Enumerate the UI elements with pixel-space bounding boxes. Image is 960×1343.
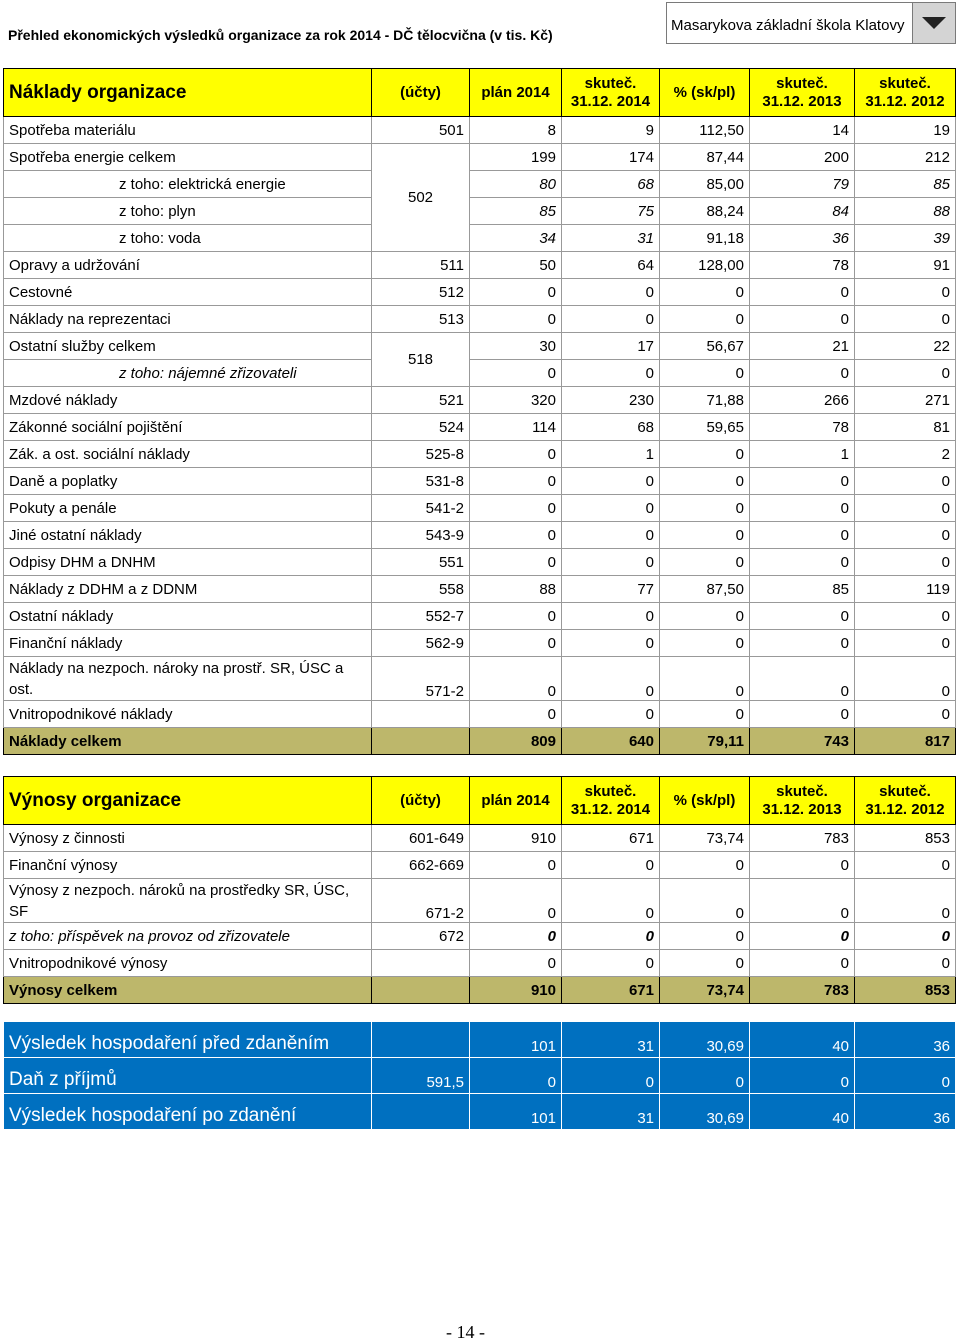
value-cell: 0 [470, 923, 562, 950]
value-cell: 0 [855, 468, 956, 495]
value-cell: 0 [660, 1058, 750, 1094]
value-cell: 199 [470, 144, 562, 171]
value-cell: 0 [470, 495, 562, 522]
row-label: z toho: voda [4, 225, 372, 252]
row-label: Ostatní služby celkem [4, 333, 372, 360]
value-cell: 0 [470, 549, 562, 576]
table-row [4, 252, 956, 279]
value-cell: 112,50 [660, 117, 750, 144]
row-label: Výnosy z nezpoch. nároků na prostředky SR, ÚSC, SF [4, 879, 372, 923]
row-label: Daně a poplatky [4, 468, 372, 495]
header-plan: plán 2014 [470, 69, 562, 117]
value-cell: 114 [470, 414, 562, 441]
row-label: z toho: nájemné zřizovateli [4, 360, 372, 387]
value-cell: 0 [750, 1058, 855, 1094]
value-cell: 0 [562, 306, 660, 333]
organization-select-value: Masarykova základní škola Klatovy [671, 17, 905, 34]
value-cell: 0 [750, 630, 855, 657]
value-cell: 0 [855, 879, 956, 923]
table-row [4, 360, 956, 387]
value-cell: 128,00 [660, 252, 750, 279]
account-cell: 518 [372, 333, 470, 387]
value-cell: 0 [660, 441, 750, 468]
table-row [4, 923, 956, 950]
account-cell: 601-649 [372, 825, 470, 852]
account-cell: 512 [372, 279, 470, 306]
value-cell: 68 [562, 171, 660, 198]
total-cell: 743 [750, 728, 855, 755]
value-cell: 0 [750, 522, 855, 549]
total-cell: 79,11 [660, 728, 750, 755]
value-cell: 0 [855, 701, 956, 728]
organization-select[interactable] [666, 2, 956, 44]
value-cell: 0 [855, 630, 956, 657]
account-cell: 541-2 [372, 495, 470, 522]
account-cell: 502 [372, 144, 470, 252]
value-cell: 0 [750, 495, 855, 522]
value-cell: 0 [660, 701, 750, 728]
value-cell: 73,74 [660, 825, 750, 852]
value-cell: 1 [750, 441, 855, 468]
value-cell: 853 [855, 825, 956, 852]
value-cell: 85 [855, 171, 956, 198]
value-cell: 14 [750, 117, 855, 144]
value-cell: 101 [470, 1094, 562, 1130]
value-cell: 0 [562, 522, 660, 549]
total-cell: 809 [470, 728, 562, 755]
value-cell: 0 [562, 603, 660, 630]
header-accounts: (účty) [372, 69, 470, 117]
value-cell: 17 [562, 333, 660, 360]
value-cell: 88 [470, 576, 562, 603]
value-cell: 0 [855, 950, 956, 977]
header-actual-2012: skuteč. 31.12. 2012 [855, 777, 956, 825]
value-cell: 174 [562, 144, 660, 171]
revenues-title: Výnosy organizace [4, 777, 372, 825]
row-label: Finanční náklady [4, 630, 372, 657]
row-label: Vnitropodnikové výnosy [4, 950, 372, 977]
row-label: Mzdové náklady [4, 387, 372, 414]
value-cell: 59,65 [660, 414, 750, 441]
row-label: Opravy a udržování [4, 252, 372, 279]
value-cell: 39 [855, 225, 956, 252]
value-cell: 0 [470, 360, 562, 387]
table-row [4, 414, 956, 441]
result-row [4, 1058, 956, 1094]
value-cell: 0 [750, 549, 855, 576]
table-row [4, 603, 956, 630]
account-cell [372, 1094, 470, 1130]
table-row [4, 387, 956, 414]
account-cell: 552-7 [372, 603, 470, 630]
value-cell: 0 [470, 657, 562, 701]
value-cell: 64 [562, 252, 660, 279]
row-label: Náklady z DDHM a z DDNM [4, 576, 372, 603]
value-cell: 271 [855, 387, 956, 414]
result-label: Výsledek hospodaření po zdanění [4, 1094, 372, 1130]
account-cell: 543-9 [372, 522, 470, 549]
value-cell: 101 [470, 1022, 562, 1058]
value-cell: 0 [855, 522, 956, 549]
value-cell: 0 [660, 852, 750, 879]
value-cell: 200 [750, 144, 855, 171]
value-cell: 40 [750, 1094, 855, 1130]
table-row [4, 333, 956, 360]
costs-title: Náklady organizace [4, 69, 372, 117]
value-cell: 0 [855, 923, 956, 950]
total-cell: 671 [562, 977, 660, 1004]
account-cell: 551 [372, 549, 470, 576]
value-cell: 0 [470, 279, 562, 306]
value-cell: 0 [660, 522, 750, 549]
total-cell: 817 [855, 728, 956, 755]
value-cell: 87,50 [660, 576, 750, 603]
results-table [3, 1021, 956, 1130]
row-label: Odpisy DHM a DNHM [4, 549, 372, 576]
result-row [4, 1094, 956, 1130]
value-cell: 8 [470, 117, 562, 144]
value-cell: 79 [750, 171, 855, 198]
value-cell: 0 [562, 630, 660, 657]
row-label: Výnosy z činnosti [4, 825, 372, 852]
header-actual-2014: skuteč. 31.12. 2014 [562, 69, 660, 117]
value-cell: 0 [750, 603, 855, 630]
value-cell: 0 [562, 923, 660, 950]
table-row [4, 576, 956, 603]
row-label: Ostatní náklady [4, 603, 372, 630]
header-percent: % (sk/pl) [660, 777, 750, 825]
chevron-down-icon [922, 17, 946, 29]
header-accounts: (účty) [372, 777, 470, 825]
value-cell: 0 [562, 1058, 660, 1094]
revenues-total-label: Výnosy celkem [4, 977, 372, 1004]
value-cell: 0 [855, 1058, 956, 1094]
value-cell: 0 [660, 603, 750, 630]
value-cell: 0 [660, 279, 750, 306]
total-cell: 783 [750, 977, 855, 1004]
value-cell: 0 [660, 657, 750, 701]
value-cell: 0 [855, 495, 956, 522]
table-row [4, 657, 956, 701]
row-label: z toho: plyn [4, 198, 372, 225]
value-cell: 910 [470, 825, 562, 852]
table-row [4, 306, 956, 333]
row-label: Zák. a ost. sociální náklady [4, 441, 372, 468]
table-row [4, 279, 956, 306]
account-cell: 591,5 [372, 1058, 470, 1094]
account-cell: 511 [372, 252, 470, 279]
header-percent: % (sk/pl) [660, 69, 750, 117]
value-cell: 9 [562, 117, 660, 144]
value-cell: 0 [750, 279, 855, 306]
page-title: Přehled ekonomických výsledků organizace za rok 2014 - DČ tělocvična (v tis. Kč) [8, 27, 553, 43]
value-cell: 0 [562, 468, 660, 495]
row-label: Zákonné sociální pojištění [4, 414, 372, 441]
account-cell: 501 [372, 117, 470, 144]
row-label: Vnitropodnikové náklady [4, 701, 372, 728]
table-row [4, 198, 956, 225]
account-cell: 562-9 [372, 630, 470, 657]
row-label: Náklady na nezpoch. nároky na prostř. SR, ÚSC a ost. [4, 657, 372, 701]
row-label: Spotřeba energie celkem [4, 144, 372, 171]
value-cell: 0 [855, 603, 956, 630]
value-cell: 0 [660, 950, 750, 977]
value-cell: 0 [660, 549, 750, 576]
value-cell: 31 [562, 1094, 660, 1130]
value-cell: 77 [562, 576, 660, 603]
value-cell: 21 [750, 333, 855, 360]
header-actual-2014: skuteč. 31.12. 2014 [562, 777, 660, 825]
value-cell: 80 [470, 171, 562, 198]
value-cell: 0 [470, 701, 562, 728]
value-cell: 0 [750, 701, 855, 728]
row-label: Náklady na reprezentaci [4, 306, 372, 333]
result-row [4, 1022, 956, 1058]
value-cell: 85,00 [660, 171, 750, 198]
value-cell: 0 [470, 950, 562, 977]
value-cell: 0 [470, 603, 562, 630]
value-cell: 0 [750, 306, 855, 333]
value-cell: 0 [660, 468, 750, 495]
value-cell: 56,67 [660, 333, 750, 360]
account-cell: 524 [372, 414, 470, 441]
account-cell [372, 701, 470, 728]
value-cell: 0 [470, 630, 562, 657]
account-cell: 662-669 [372, 852, 470, 879]
account-cell: 525-8 [372, 441, 470, 468]
value-cell: 0 [562, 279, 660, 306]
table-row [4, 549, 956, 576]
account-cell [372, 950, 470, 977]
value-cell: 230 [562, 387, 660, 414]
value-cell: 0 [470, 468, 562, 495]
row-label: Finanční výnosy [4, 852, 372, 879]
value-cell: 34 [470, 225, 562, 252]
account-cell: 571-2 [372, 657, 470, 701]
account-cell: 513 [372, 306, 470, 333]
table-row [4, 879, 956, 923]
value-cell: 30,69 [660, 1094, 750, 1130]
value-cell: 88,24 [660, 198, 750, 225]
value-cell: 31 [562, 1022, 660, 1058]
table-row [4, 468, 956, 495]
value-cell: 320 [470, 387, 562, 414]
row-label: z toho: elektrická energie [4, 171, 372, 198]
total-cell: 910 [470, 977, 562, 1004]
value-cell: 119 [855, 576, 956, 603]
dropdown-button[interactable] [912, 3, 955, 43]
value-cell: 0 [470, 852, 562, 879]
table-row [4, 495, 956, 522]
value-cell: 78 [750, 252, 855, 279]
value-cell: 30,69 [660, 1022, 750, 1058]
value-cell: 91 [855, 252, 956, 279]
value-cell: 75 [562, 198, 660, 225]
table-row [4, 144, 956, 171]
value-cell: 0 [855, 279, 956, 306]
account-cell: 672 [372, 923, 470, 950]
value-cell: 0 [750, 360, 855, 387]
value-cell: 91,18 [660, 225, 750, 252]
account-cell: 521 [372, 387, 470, 414]
value-cell: 0 [855, 549, 956, 576]
account-cell: 671-2 [372, 879, 470, 923]
table-row [4, 950, 956, 977]
value-cell: 36 [750, 225, 855, 252]
value-cell: 22 [855, 333, 956, 360]
value-cell: 0 [750, 657, 855, 701]
table-row [4, 630, 956, 657]
total-cell: 640 [562, 728, 660, 755]
value-cell: 87,44 [660, 144, 750, 171]
table-row [4, 701, 956, 728]
value-cell: 0 [562, 360, 660, 387]
value-cell: 0 [855, 360, 956, 387]
value-cell: 0 [562, 549, 660, 576]
page-number: - 14 - [446, 1322, 485, 1342]
value-cell: 0 [470, 1058, 562, 1094]
value-cell: 0 [660, 495, 750, 522]
table-row [4, 225, 956, 252]
header-actual-2012: skuteč. 31.12. 2012 [855, 69, 956, 117]
value-cell: 0 [750, 950, 855, 977]
costs-table [3, 68, 956, 755]
account-cell [372, 1022, 470, 1058]
value-cell: 0 [562, 950, 660, 977]
value-cell: 68 [562, 414, 660, 441]
value-cell: 85 [470, 198, 562, 225]
value-cell: 19 [855, 117, 956, 144]
revenues-table [3, 776, 956, 1004]
value-cell: 2 [855, 441, 956, 468]
result-label: Výsledek hospodaření před zdaněním [4, 1022, 372, 1058]
account-cell: 558 [372, 576, 470, 603]
value-cell: 0 [855, 852, 956, 879]
value-cell: 0 [750, 879, 855, 923]
value-cell: 50 [470, 252, 562, 279]
value-cell: 71,88 [660, 387, 750, 414]
value-cell: 0 [470, 306, 562, 333]
value-cell: 0 [562, 879, 660, 923]
value-cell: 0 [855, 657, 956, 701]
value-cell: 671 [562, 825, 660, 852]
value-cell: 88 [855, 198, 956, 225]
table-row [4, 522, 956, 549]
account-cell: 531-8 [372, 468, 470, 495]
value-cell: 0 [562, 701, 660, 728]
header-plan: plán 2014 [470, 777, 562, 825]
value-cell: 0 [660, 630, 750, 657]
value-cell: 0 [562, 495, 660, 522]
value-cell: 0 [855, 306, 956, 333]
header-actual-2013: skuteč. 31.12. 2013 [750, 777, 855, 825]
value-cell: 0 [470, 522, 562, 549]
value-cell: 0 [750, 852, 855, 879]
value-cell: 783 [750, 825, 855, 852]
value-cell: 0 [562, 657, 660, 701]
total-cell: 853 [855, 977, 956, 1004]
result-label: Daň z příjmů [4, 1058, 372, 1094]
value-cell: 0 [660, 923, 750, 950]
value-cell: 0 [470, 441, 562, 468]
value-cell: 1 [562, 441, 660, 468]
table-row [4, 441, 956, 468]
row-label: Pokuty a penále [4, 495, 372, 522]
value-cell: 0 [750, 468, 855, 495]
table-row [4, 852, 956, 879]
value-cell: 31 [562, 225, 660, 252]
costs-total-label: Náklady celkem [4, 728, 372, 755]
value-cell: 266 [750, 387, 855, 414]
header-actual-2013: skuteč. 31.12. 2013 [750, 69, 855, 117]
value-cell: 0 [470, 879, 562, 923]
value-cell: 212 [855, 144, 956, 171]
value-cell: 36 [855, 1022, 956, 1058]
value-cell: 36 [855, 1094, 956, 1130]
value-cell: 0 [660, 360, 750, 387]
value-cell: 30 [470, 333, 562, 360]
row-label: Jiné ostatní náklady [4, 522, 372, 549]
value-cell: 0 [660, 306, 750, 333]
value-cell: 0 [562, 852, 660, 879]
value-cell: 84 [750, 198, 855, 225]
value-cell: 81 [855, 414, 956, 441]
total-cell: 73,74 [660, 977, 750, 1004]
table-row [4, 117, 956, 144]
table-row [4, 825, 956, 852]
value-cell: 78 [750, 414, 855, 441]
row-label: z toho: příspěvek na provoz od zřizovatele [4, 923, 372, 950]
value-cell: 85 [750, 576, 855, 603]
value-cell: 0 [750, 923, 855, 950]
row-label: Cestovné [4, 279, 372, 306]
row-label: Spotřeba materiálu [4, 117, 372, 144]
value-cell: 0 [660, 879, 750, 923]
table-row [4, 171, 956, 198]
value-cell: 40 [750, 1022, 855, 1058]
